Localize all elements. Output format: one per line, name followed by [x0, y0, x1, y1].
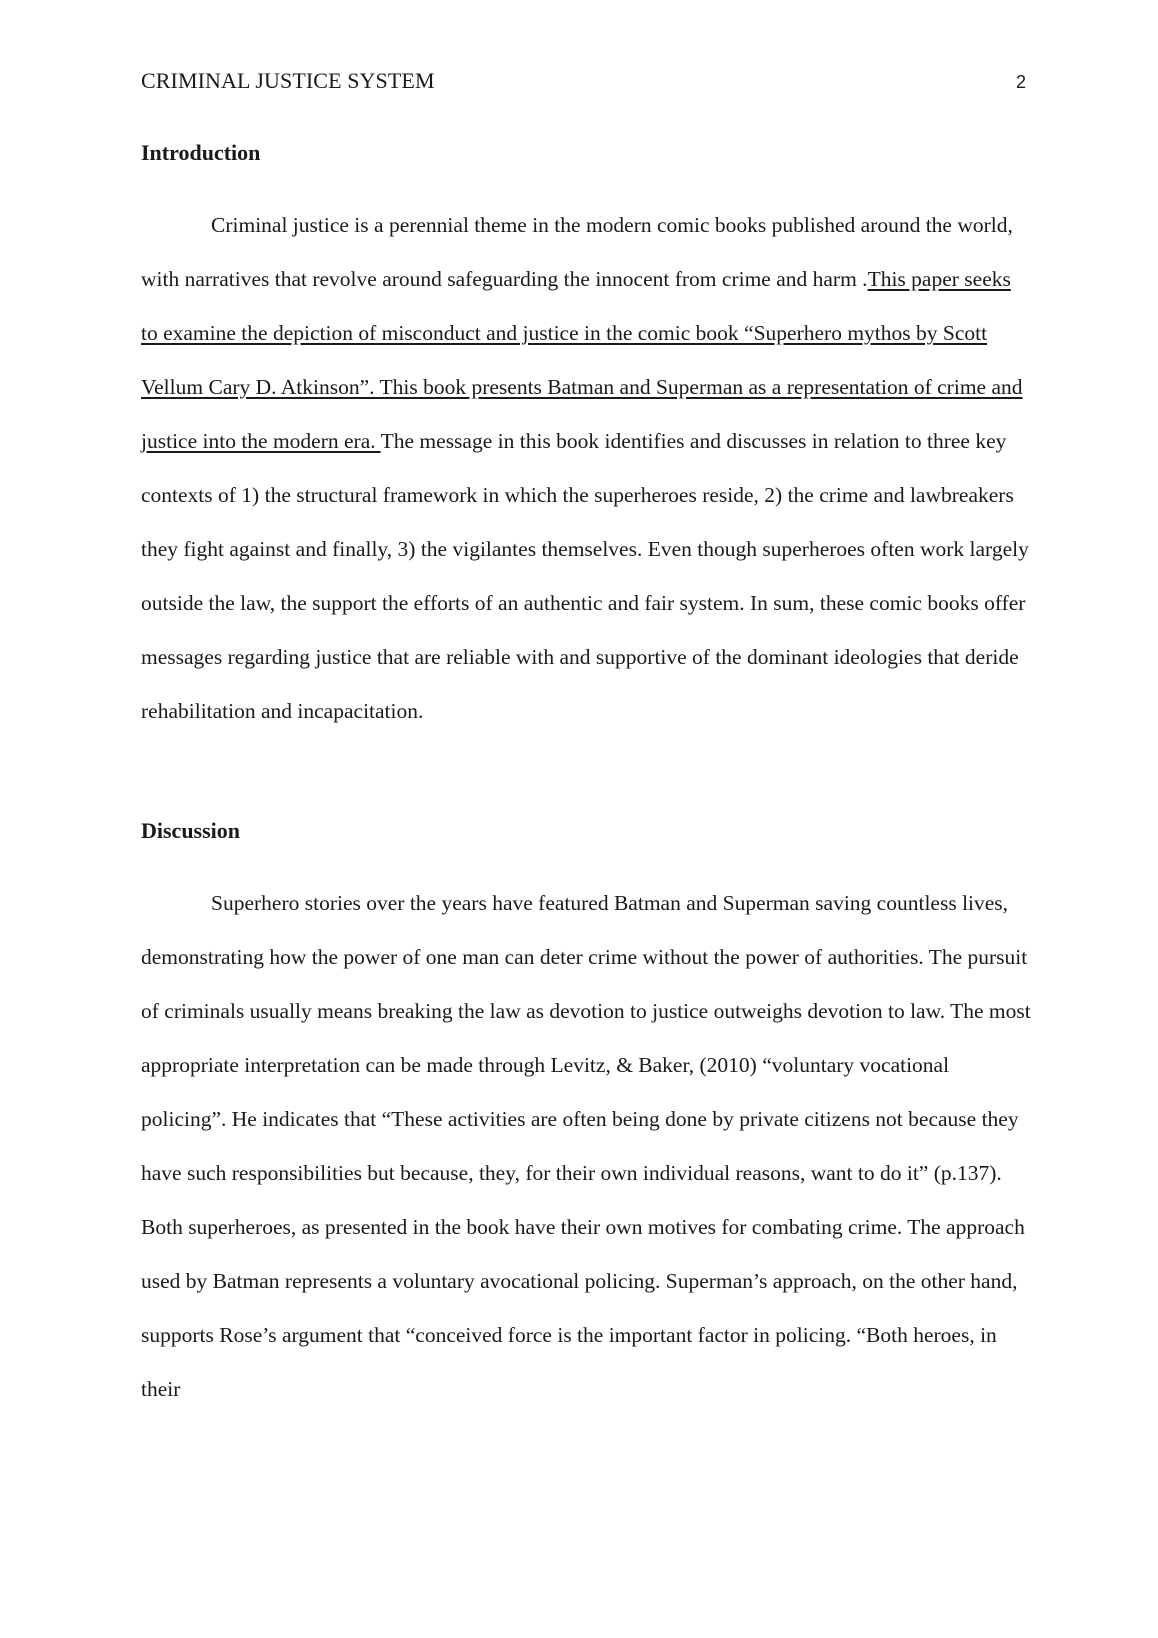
- introduction-paragraph: [141, 198, 1031, 738]
- discussion-heading: Discussion: [141, 818, 241, 843]
- introduction-underlined-text: This paper seeks to examine the depiction of misconduct and justice in the comic book “Superhero mythos by Scott Vellum Cary D. Atkinson”. This book presents Batman and Superman as a representation of crime and justice into the modern era.: [141, 267, 1023, 453]
- discussion-paragraph: [141, 876, 1031, 1416]
- running-head: CRIMINAL JUSTICE SYSTEM: [141, 68, 435, 93]
- discussion-text: Superhero stories over the years have featured Batman and Superman saving countless lives, demonstrating how the power of one man can deter crime without the power of authorities. The pursuit of criminals usually means breaking the law as devotion to justice outweighs devotion to law. The most appropriate interpretation can be made through Levitz, & Baker, (2010) “voluntary vocational policing”. He indicates that “These activities are often being done by private citizens not because they have such responsibilities but because, they, for their own individual reasons, want to do it” (p.137). Both superheroes, as presented in the book have their own motives for combating crime. The approach used by Batman represents a voluntary avocational policing. Superman’s approach, on the other hand, supports Rose’s argument that “conceived force is the important factor in policing. “Both heroes, in their: [141, 891, 1031, 1401]
- introduction-text-before: Criminal justice is a perennial theme in the modern comic books published around the world, with narratives that revolve around safeguarding the innocent from crime and harm .: [141, 213, 1013, 291]
- page-number: 2: [1015, 72, 1026, 92]
- introduction-text-after: The message in this book identifies and discusses in relation to three key contexts of 1) the structural framework in which the superheroes reside, 2) the crime and lawbreakers they fight against and finally, 3) the vigilantes themselves. Even though superheroes often work largely outside the law, the support the efforts of an authentic and fair system. In sum, these comic books offer messages regarding justice that are reliable with and supportive of the dominant ideologies that deride rehabilitation and incapacitation.: [141, 429, 1029, 723]
- introduction-heading: Introduction: [141, 140, 261, 165]
